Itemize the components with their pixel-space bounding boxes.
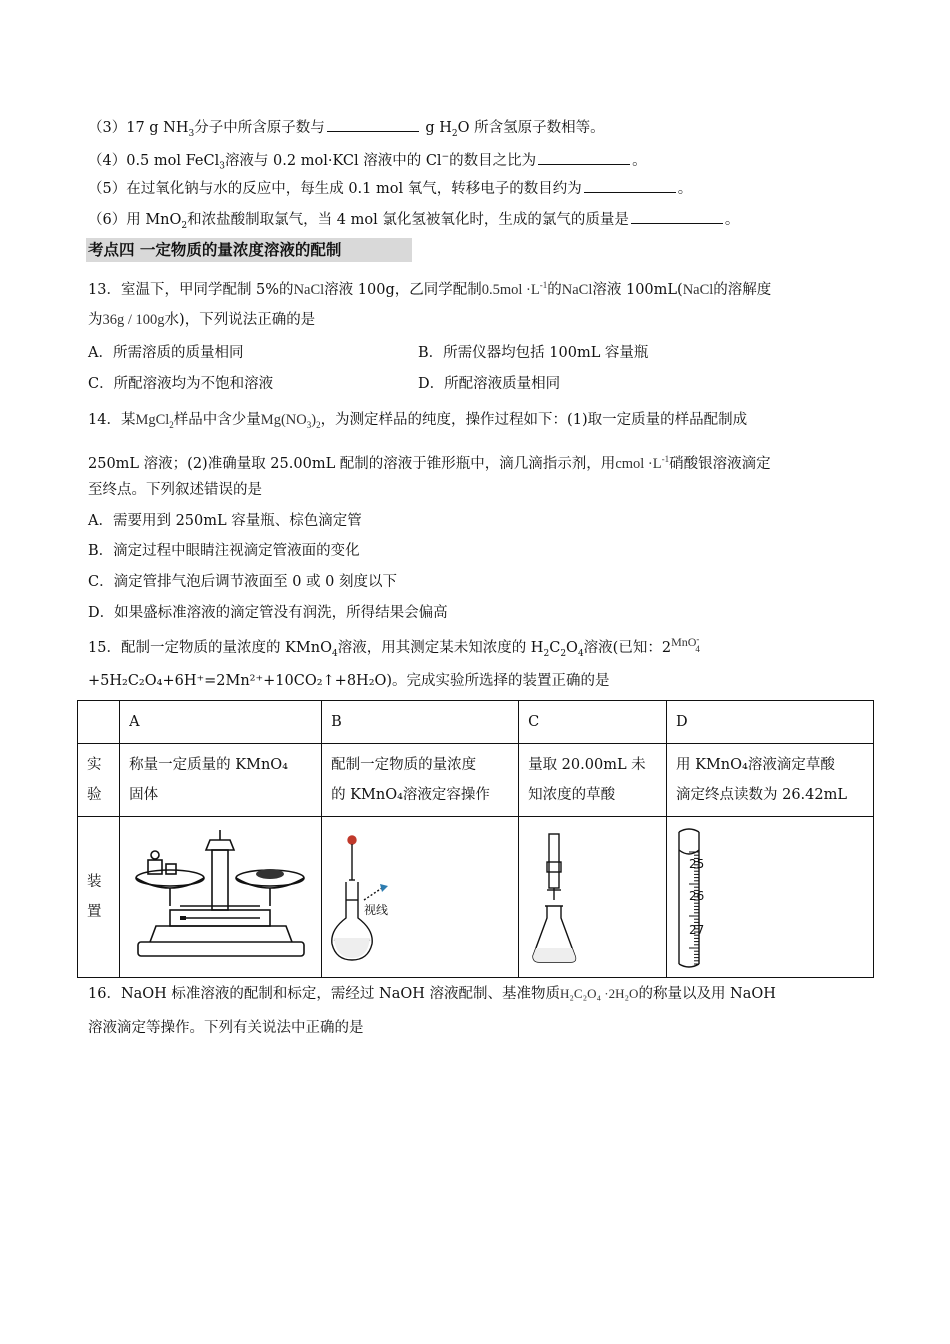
tick-label: 25 xyxy=(689,857,705,871)
q12-part-3: （3）17 g $NH_3$分子中所含原子数与 g $H_2O$ 所含氢原子数相等。 xyxy=(88,117,605,144)
q12-part-6: （6）用 MnO$_2$和浓盐酸制取氯气，当 4 mol 氯化氢被氧化时，生成的氯气的质量是 。 xyxy=(88,209,739,236)
exp-d: 用 KMnO₄溶液滴定草酸 滴定终点读数为 26.42mL xyxy=(667,744,874,817)
row-label-experiment: 实 验 xyxy=(78,744,120,817)
apparatus-d xyxy=(667,817,874,978)
q12-part-5: （5）在过氧化钠与水的反应中，每生成 0.1 mol 氧气，转移电子的数目约为 。 xyxy=(88,178,692,199)
tick-label: 27 xyxy=(689,923,705,937)
table-row xyxy=(78,744,874,817)
table-row xyxy=(78,817,874,978)
burette-scale-icon xyxy=(667,822,873,972)
q14-stem-line1: 14．某MgCl$_2$样品中含少量$Mg(NO_3)_2$，为测定样品的纯度，操作过程如下：(1)取一定质量的样品配制成 xyxy=(88,412,748,430)
tick-label: 26 xyxy=(689,889,705,903)
apparatus-c xyxy=(519,817,667,978)
balance-icon xyxy=(120,822,320,972)
q14-option-d[interactable]: D．如果盛标准溶液的滴定管没有润洗，所得结果会偏高 xyxy=(88,605,448,621)
flask-label: 视线 xyxy=(364,903,389,917)
q13-stem-line1: 13．室温下，甲同学配制 5%的NaCl溶液 100g，乙同学配制$0.5mol \cdot L^{-1}$的NaCl溶液 100mL(NaCl的溶解度 xyxy=(88,280,772,298)
answer-blank[interactable] xyxy=(584,178,676,193)
answer-blank[interactable] xyxy=(327,117,419,132)
answer-blank[interactable] xyxy=(631,209,723,224)
q13-option-d[interactable]: D．所配溶液质量相同 xyxy=(418,376,561,392)
q15-stem-line1: 15．配制一定物质的量浓度的 KMnO$_4$溶液，用其测定某未知浓度的 $H_2C_2O_4$溶液(已知：$2^{MnO-}4$ xyxy=(88,634,700,659)
apparatus-table xyxy=(77,700,874,978)
q14-stem-line3: 至终点。下列叙述错误的是 xyxy=(88,482,262,498)
burette-flask-icon xyxy=(519,822,665,972)
q16-stem-line2: 溶液滴定等操作。下列有关说法中正确的是 xyxy=(88,1020,364,1036)
q16-stem-line1: 16．NaOH 标准溶液的配制和标定，需经过 NaOH 溶液配制、基准物质H₂C₂O₄ ·2H₂O的称量以及用 NaOH xyxy=(88,986,776,1002)
header-c: C xyxy=(519,701,667,744)
q15-stem-line2: +5H₂C₂O₄+6H⁺=2Mn²⁺+10CO₂↑+8H₂O)。完成实验所选择的装置正确的是 xyxy=(88,673,610,689)
header-a: A xyxy=(120,701,322,744)
q14-option-c[interactable]: C．滴定管排气泡后调节液面至 0 或 0 刻度以下 xyxy=(88,574,397,590)
q14-stem-line2: 250mL 溶液；(2)准确量取 25.00mL 配制的溶液于锥形瓶中，滴几滴指示剂，用cmol $\cdot L^{-1}$硝酸银溶液滴定 xyxy=(88,454,771,472)
header-b: B xyxy=(322,701,519,744)
q14-option-a[interactable]: A．需要用到 250mL 容量瓶、棕色滴定管 xyxy=(88,513,362,529)
section-header: 考点四 一定物质的量浓度溶液的配制 xyxy=(86,238,412,262)
table-row xyxy=(78,701,874,744)
answer-blank[interactable] xyxy=(538,150,630,165)
header-d: D xyxy=(667,701,874,744)
exp-b: 配制一定物质的量浓度 的 KMnO₄溶液定容操作 xyxy=(322,744,519,817)
row-label-apparatus: 装 置 xyxy=(78,817,120,978)
exp-c: 量取 20.00mL 未 知浓度的草酸 xyxy=(519,744,667,817)
q13-option-a[interactable]: A．所需溶质的质量相同 xyxy=(88,345,244,361)
apparatus-a xyxy=(120,817,322,978)
q14-option-b[interactable]: B．滴定过程中眼睛注视滴定管液面的变化 xyxy=(88,543,360,559)
apparatus-b xyxy=(322,817,519,978)
q12-part-4: （4）0.5 mol FeCl$_3$溶液与 0.2 mol·KCl 溶液中的 Cl−的数目之比为 。 xyxy=(88,147,647,177)
volumetric-flask-icon xyxy=(322,822,518,972)
exp-a: 称量一定质量的 KMnO₄ 固体 xyxy=(120,744,322,817)
q13-option-c[interactable]: C．所配溶液均为不饱和溶液 xyxy=(88,376,274,392)
q13-stem-line2: 为36g / 100g水)，下列说法正确的是 xyxy=(88,312,316,328)
q13-option-b[interactable]: B．所需仪器均包括 100mL 容量瓶 xyxy=(418,345,649,361)
